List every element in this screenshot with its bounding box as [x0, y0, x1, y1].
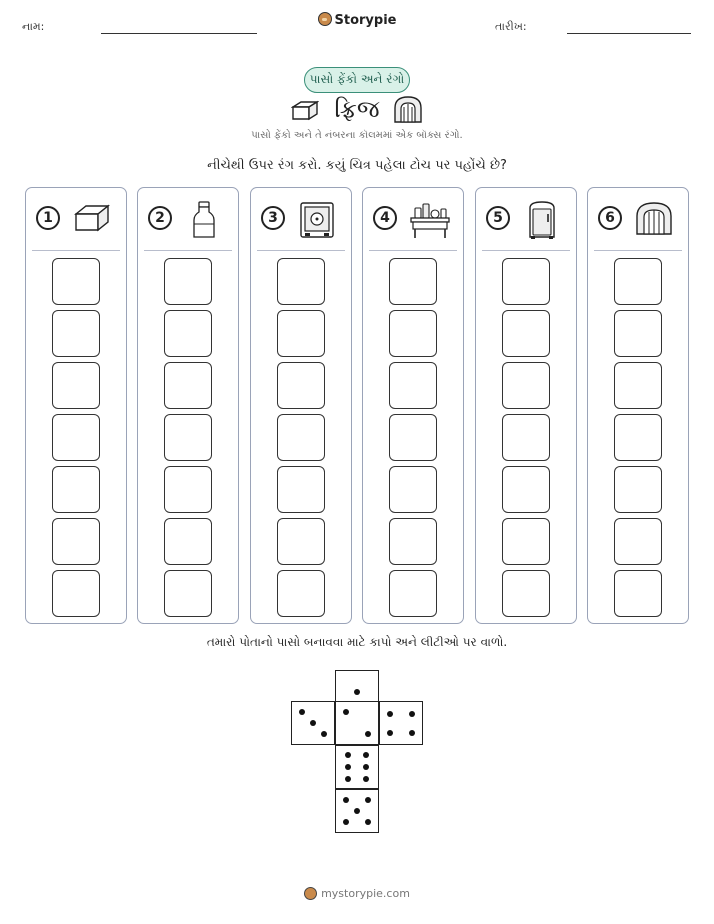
die-face-left [291, 701, 335, 745]
name-label: નામ: [22, 20, 45, 33]
color-box[interactable] [614, 570, 662, 617]
color-box[interactable] [164, 518, 212, 565]
column-divider [369, 250, 457, 251]
fridge-icon [522, 200, 562, 240]
color-box[interactable] [164, 414, 212, 461]
column-4 [362, 187, 464, 624]
die-dot [365, 797, 371, 803]
color-box[interactable] [164, 310, 212, 357]
color-box[interactable] [277, 570, 325, 617]
die-face-center [335, 701, 379, 745]
die-dot [345, 752, 351, 758]
color-box[interactable] [502, 310, 550, 357]
column-divider [32, 250, 120, 251]
footer-site[interactable]: mystorypie.com [321, 887, 410, 900]
column-6 [587, 187, 689, 624]
color-box[interactable] [614, 362, 662, 409]
box-stack [52, 258, 100, 622]
color-box[interactable] [389, 310, 437, 357]
column-1 [25, 187, 127, 624]
column-divider [144, 250, 232, 251]
column-3 [250, 187, 352, 624]
dice-instruction: તમારો પોતાનો પાસો બનાવવા માટે કાપો અને લીટીઓ પર વાળો. [206, 635, 508, 649]
color-box[interactable] [277, 310, 325, 357]
subtitle: પાસો ફેંકો અને તે નંબરના કૉલમમાં એક બૉક્સ રંગો. [251, 130, 463, 141]
color-box[interactable] [164, 570, 212, 617]
column-header [476, 188, 576, 250]
activity-pill: પાસો ફેંકો અને રંગો [304, 67, 410, 93]
die-dot [354, 808, 360, 814]
color-box[interactable] [52, 362, 100, 409]
storypie-mascot-icon [318, 12, 332, 26]
column-divider [482, 250, 570, 251]
date-line [567, 33, 691, 34]
brand-logo [0, 12, 714, 28]
box-stack [502, 258, 550, 622]
color-box[interactable] [502, 466, 550, 513]
color-box[interactable] [52, 466, 100, 513]
color-box[interactable] [502, 570, 550, 617]
die-face-right [379, 701, 423, 745]
color-box[interactable] [52, 258, 100, 305]
die-dot [321, 731, 327, 737]
color-box[interactable] [277, 258, 325, 305]
column-number: 1 [36, 206, 60, 230]
die-dot [343, 709, 349, 715]
question: નીચેથી ઉપર રંગ કરો. કયું ચિત્ર પહેલા ટોચ પર પહોંચે છે? [207, 158, 507, 173]
die-dot [409, 711, 415, 717]
color-box[interactable] [389, 362, 437, 409]
milk-bottle-icon [184, 200, 224, 240]
color-box[interactable] [389, 518, 437, 565]
column-number: 4 [373, 206, 397, 230]
box-stack [389, 258, 437, 622]
column-number: 6 [598, 206, 622, 230]
column-divider [257, 250, 345, 251]
color-box[interactable] [164, 466, 212, 513]
color-box[interactable] [614, 258, 662, 305]
color-box[interactable] [614, 518, 662, 565]
arched-door-icon [393, 95, 423, 123]
color-box[interactable] [164, 362, 212, 409]
color-box[interactable] [277, 518, 325, 565]
color-box[interactable] [164, 258, 212, 305]
color-box[interactable] [277, 466, 325, 513]
die-dot [299, 709, 305, 715]
color-box[interactable] [389, 570, 437, 617]
die-dot [343, 797, 349, 803]
color-box[interactable] [389, 414, 437, 461]
arched-door-icon [634, 200, 674, 236]
die-dot [365, 819, 371, 825]
die-dot [387, 711, 393, 717]
footer [0, 887, 714, 900]
table-with-jars-icon [409, 200, 451, 240]
safe-icon [297, 200, 337, 240]
die-dot [345, 776, 351, 782]
color-box[interactable] [52, 518, 100, 565]
column-2 [137, 187, 239, 624]
die-dot [363, 776, 369, 782]
die-dot [409, 730, 415, 736]
color-box[interactable] [502, 258, 550, 305]
color-box[interactable] [277, 414, 325, 461]
color-box[interactable] [614, 414, 662, 461]
die-dot [363, 764, 369, 770]
die-dot [387, 730, 393, 736]
color-box[interactable] [614, 466, 662, 513]
color-box[interactable] [502, 414, 550, 461]
color-box[interactable] [277, 362, 325, 409]
color-box[interactable] [502, 362, 550, 409]
column-divider [594, 250, 682, 251]
column-header [588, 188, 688, 250]
column-header [138, 188, 238, 250]
column-number: 2 [148, 206, 172, 230]
die-face-lower [335, 745, 379, 789]
die-dot [354, 689, 360, 695]
die-dot [343, 819, 349, 825]
column-5 [475, 187, 577, 624]
date-label: તારીખ: [495, 20, 527, 33]
column-header [251, 188, 351, 250]
storypie-mascot-icon [304, 887, 317, 900]
box-stack [614, 258, 662, 622]
box-stack [277, 258, 325, 622]
die-dot [345, 764, 351, 770]
column-number: 3 [261, 206, 285, 230]
ice-block-icon [72, 200, 112, 234]
name-line [101, 33, 257, 34]
die-dot [365, 731, 371, 737]
color-box[interactable] [52, 414, 100, 461]
color-box[interactable] [52, 310, 100, 357]
column-header [363, 188, 463, 250]
die-dot [363, 752, 369, 758]
ice-block-icon [291, 99, 319, 121]
die-dot [310, 720, 316, 726]
columns-grid [25, 187, 689, 624]
color-box[interactable] [614, 310, 662, 357]
title-row [0, 95, 714, 125]
page-title: ફ્રિજ [334, 95, 380, 123]
color-box[interactable] [52, 570, 100, 617]
color-box[interactable] [389, 258, 437, 305]
column-header [26, 188, 126, 250]
box-stack [164, 258, 212, 622]
die-face-bottom [335, 789, 379, 833]
column-number: 5 [486, 206, 510, 230]
color-box[interactable] [502, 518, 550, 565]
brand-name: Storypie [334, 13, 397, 28]
color-box[interactable] [389, 466, 437, 513]
